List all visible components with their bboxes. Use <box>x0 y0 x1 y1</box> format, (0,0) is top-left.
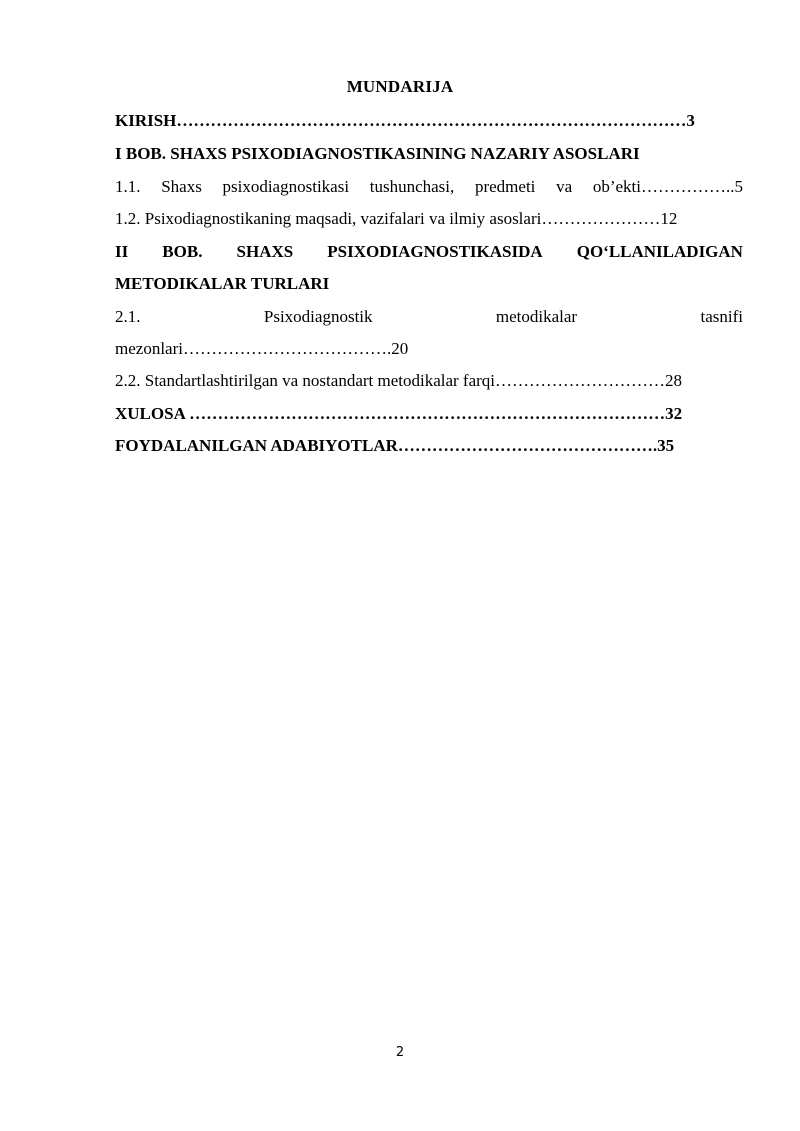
toc-word: tushunchasi, <box>369 177 455 196</box>
toc-word: Shaxs <box>161 177 202 196</box>
toc-word: QO‘LLANILADIGAN <box>576 242 743 261</box>
page-number: 2 <box>395 1045 405 1060</box>
toc-word: tasnifi <box>700 307 743 326</box>
toc-word: predmeti <box>474 177 536 196</box>
toc-chapter-1: I BOB. SHAXS PSIXODIAGNOSTIKASINING NAZARIY ASOSLARI <box>115 144 640 163</box>
toc-entry-1-1 <box>115 177 743 197</box>
toc-chapter-2-continued: METODIKALAR TURLARI <box>115 274 330 293</box>
toc-word: SHAXS <box>236 242 294 261</box>
toc-word: PSIXODIAGNOSTIKASIDA <box>327 242 543 261</box>
toc-entry-2-2: 2.2. Standartlashtirilgan va nostandart metodikalar farqi…………………………28 <box>115 371 683 390</box>
toc-entry-references: FOYDALANILGAN ADABIYOTLAR……………………………………….35 <box>115 436 675 455</box>
toc-word: 2.1. <box>115 307 141 326</box>
toc-word: BOB. <box>162 242 203 261</box>
toc-word: va <box>556 177 573 196</box>
toc-entry-2-1 <box>115 307 743 327</box>
toc-word: psixodiagnostikasi <box>222 177 350 196</box>
toc-word: 1.1. <box>115 177 141 196</box>
toc-entry-1-2: 1.2. Psixodiagnostikaning maqsadi, vazifalari va ilmiy asoslari…………………12 <box>115 209 678 228</box>
toc-entry-2-1-continued: mezonlari……………………………….20 <box>115 339 409 358</box>
toc-word: metodikalar <box>495 307 578 326</box>
toc-word: ob’ekti……………..5 <box>592 177 743 196</box>
toc-entry-conclusion: XULOSA …………………………………………………………………………32 <box>115 404 683 423</box>
toc-word: Psixodiagnostik <box>263 307 373 326</box>
toc-chapter-2 <box>115 242 743 262</box>
toc-entry-intro: KIRISH………………………………………………………………………………3 <box>115 111 695 130</box>
toc-word: II <box>115 242 129 261</box>
page-title: MUNDARIJA <box>346 77 454 96</box>
